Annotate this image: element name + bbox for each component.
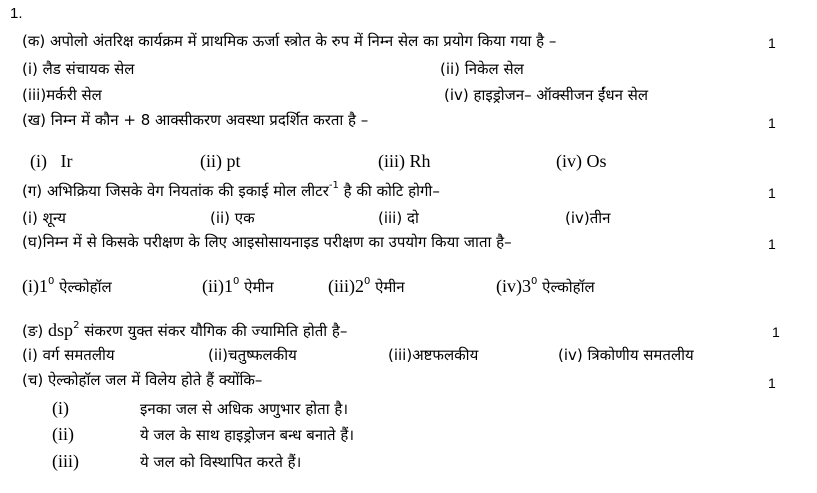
option-kha-2: (ii) pt bbox=[200, 151, 241, 171]
option-gha-2: $(ii)1^0$ ऐमीन bbox=[202, 276, 274, 296]
reason-num-3: (iii) bbox=[52, 451, 79, 471]
marks-ga: 1 bbox=[768, 185, 776, 201]
reason-text-3: ये जल को विस्थापित करते हैं। bbox=[140, 453, 302, 471]
option-gha-3: $(iii)2^0$ ऐमीन bbox=[328, 276, 405, 296]
option-ka-3: (iii)मर्करी सेल bbox=[22, 86, 102, 104]
superscript: -1 bbox=[328, 180, 339, 191]
option-nga-2: (ii)चतुष्फलकीय bbox=[208, 346, 297, 364]
reason-text-2: ये जल के साथ हाइड्रोजन बन्ध बनाते हैं। bbox=[140, 426, 355, 444]
question-nga bbox=[22, 320, 347, 341]
question-gha bbox=[22, 232, 512, 252]
option-ka-4: (iv) हाइड्रोजन– ऑक्सीजन ईंधन सेल bbox=[444, 86, 649, 104]
part-text: अभिक्रिया जिसके वेग नियतांक की इकाई मोल लीटर bbox=[46, 182, 329, 200]
marks-gha: 1 bbox=[768, 236, 776, 252]
reason-num-1: (i) bbox=[52, 398, 69, 418]
option-ga-2: (ii) एक bbox=[210, 209, 255, 227]
reason-num-2: (ii) bbox=[52, 424, 74, 444]
option-gha-1: $(i)1^0$ ऐल्कोहॉल bbox=[22, 276, 112, 296]
option-ga-4: (iv)तीन bbox=[565, 209, 611, 227]
part-label: (च) bbox=[22, 371, 44, 389]
marks-cha: 1 bbox=[768, 375, 776, 391]
question-number: 1. bbox=[10, 5, 23, 22]
part-text-after: है की कोटि होगी– bbox=[343, 182, 440, 200]
marks-nga: 1 bbox=[772, 324, 780, 340]
part-text: अपोलो अंतरिक्ष कार्यक्रम में प्राथमिक ऊर्जा स्त्रोत के रुप में निम्न सेल का प्रयोग किया गया है – bbox=[50, 32, 557, 50]
superscript: 2 bbox=[73, 320, 80, 331]
option-kha-3: (iii) Rh bbox=[378, 151, 431, 171]
option-nga-4: (iv) त्रिकोणीय समतलीय bbox=[558, 346, 694, 364]
option-ga-3: (iii) दो bbox=[378, 209, 419, 227]
part-label: (क) bbox=[22, 32, 46, 50]
option-ka-1: (i) लैड संचायक सेल bbox=[22, 60, 135, 78]
part-label: (ग) bbox=[22, 182, 43, 200]
question-ka bbox=[22, 31, 556, 51]
question-kha bbox=[22, 110, 368, 130]
part-text: निम्न में कौन + 8 आक्सीकरण अवस्था प्रदर्शित करता है – bbox=[50, 111, 369, 129]
marks-ka: 1 bbox=[768, 35, 776, 51]
part-text: ऐल्कोहॉल जल में विलेय होते हैं क्योंकि– bbox=[48, 371, 263, 389]
marks-kha: 1 bbox=[768, 115, 776, 131]
reason-text-1: इनका जल से अधिक अणुभार होता है। bbox=[140, 400, 349, 418]
part-text-pre: dsp bbox=[48, 320, 74, 340]
option-kha-4: (iv) Os bbox=[556, 151, 607, 171]
option-gha-4: $(iv)3^0$ ऐल्कोहॉल bbox=[496, 276, 595, 296]
part-text: निम्न में से किसके परीक्षण के लिए आइसोसायनाइड परीक्षण का उपयोग किया जाता है– bbox=[42, 233, 512, 251]
option-nga-3: (iii)अष्टफलकीय bbox=[388, 346, 479, 364]
option-ga-1: (i) शून्य bbox=[22, 209, 66, 227]
part-label: (घ) bbox=[22, 233, 43, 251]
part-label: (ख) bbox=[22, 111, 46, 129]
option-ka-2: (ii) निकेल सेल bbox=[440, 60, 524, 78]
part-label: (ङ) bbox=[22, 322, 44, 340]
option-kha-1: (i) Ir bbox=[30, 151, 73, 171]
part-text: संकरण युक्त संकर यौगिक की ज्यामिति होती है– bbox=[84, 322, 348, 340]
question-ga bbox=[22, 181, 440, 201]
option-nga-1: (i) वर्ग समतलीय bbox=[22, 346, 115, 364]
question-cha bbox=[22, 370, 262, 390]
